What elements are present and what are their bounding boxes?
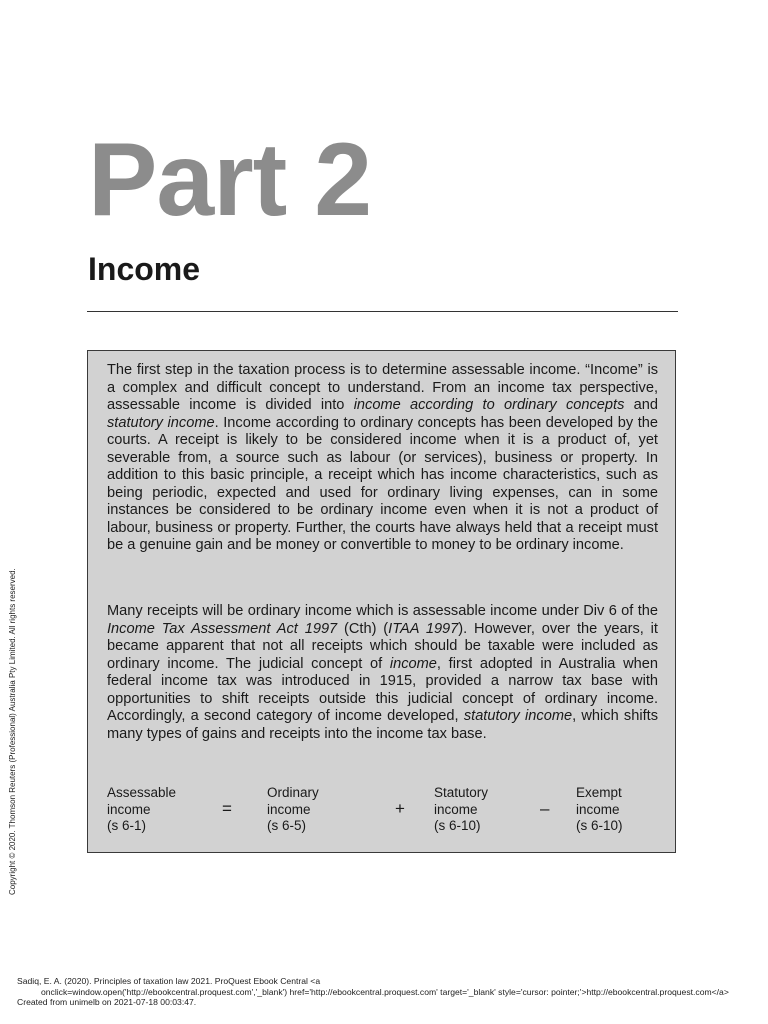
summary-paragraph-2	[107, 603, 658, 743]
copyright-notice: Copyright © 2020. Thomson Reuters (Professional) Australia Pty Limited. All rights reserved.	[8, 568, 17, 895]
italic-term: statutory income	[107, 414, 215, 431]
italic-term: Income Tax Assessment Act 1997	[107, 620, 338, 637]
text-run: (Cth) (	[337, 620, 389, 637]
formula-term-section: (s 6-10)	[576, 818, 623, 833]
part-heading: Part 2	[88, 122, 372, 238]
italic-term: income according to ordinary concepts	[353, 397, 625, 413]
formula-plus-sign: +	[395, 799, 405, 818]
citation-link-line: onclick=window.open('http://ebookcentral.proquest.com','_blank') href='http://ebookcentral.proquest.com' target='_blank' style='cursor: pointer;'>http://ebookcentral.proquest.com</a>	[41, 986, 729, 997]
formula-minus-sign: –	[540, 799, 550, 818]
text-run: The first step in the taxation process is to determine assessable income. “Income” is a complex and difficult concept to understand. From an income tax perspective, assessable income is divided into	[107, 362, 658, 413]
formula-equals-sign: =	[222, 799, 232, 818]
created-line: Created from unimelb on 2021-07-18 00:03:47.	[17, 997, 197, 1007]
citation-line: Sadiq, E. A. (2020). Principles of taxation law 2021. ProQuest Ebook Central <a	[17, 976, 321, 986]
formula-term-ordinary	[267, 785, 319, 835]
citation-footer	[17, 976, 768, 1008]
formula-term-line: income	[576, 801, 620, 817]
formula-term-line: income	[267, 801, 311, 817]
text-run: and	[624, 397, 658, 413]
formula-term-line: Assessable	[107, 785, 177, 800]
heading-divider	[87, 311, 678, 312]
summary-box	[87, 350, 676, 853]
part-subtitle: Income	[88, 251, 201, 287]
formula-term-assessable	[107, 785, 176, 835]
formula-term-line: Statutory	[434, 785, 489, 800]
summary-paragraph-1	[107, 362, 658, 555]
formula-term-section: (s 6-5)	[267, 818, 307, 833]
text-run: Many receipts will be ordinary income which is assessable income under Div 6 of the	[107, 603, 658, 619]
formula-term-line: Ordinary	[267, 785, 319, 800]
text-run: ). However, over the years, it became apparent that not all receipts which should be taxable were included as ordinary income. The judicial concept of	[107, 620, 658, 672]
formula-term-line: income	[434, 801, 478, 817]
text-run: , first adopted in Australia when federal income tax was introduced in 1915, provided a narrow tax base with opportunities to shift receipts outside this judicial concept of ordinary income. Accordingly, a second category of income developed,	[107, 655, 659, 724]
text-run: , which shifts many types of gains and receipts into the income tax base.	[107, 708, 658, 742]
income-formula	[88, 785, 675, 845]
formula-term-line: Exempt	[576, 785, 622, 800]
formula-term-section: (s 6-10)	[434, 818, 481, 833]
formula-term-statutory	[434, 785, 488, 835]
italic-term: statutory income	[463, 708, 573, 724]
formula-term-exempt	[576, 785, 623, 835]
italic-term: ITAA 1997	[388, 620, 459, 637]
formula-term-section: (s 6-1)	[107, 818, 147, 833]
italic-term: income	[389, 655, 437, 672]
formula-term-line: income	[107, 801, 151, 817]
text-run: . Income according to ordinary concepts has been developed by the courts. A receipt is likely to be considered income when it is a product of, yet severable from, a source such as labour (or services), business or property. In addition to this basic principle, a receipt which has income characteristics, such as being periodic, expected and used for ordinary living expenses, can in some instances be considered to be ordinary income even when it is not a product of labour, business or property. Further, the courts have always held that a receipt must be a genuine gain and be money or convertible to money to be ordinary income.	[107, 414, 658, 553]
